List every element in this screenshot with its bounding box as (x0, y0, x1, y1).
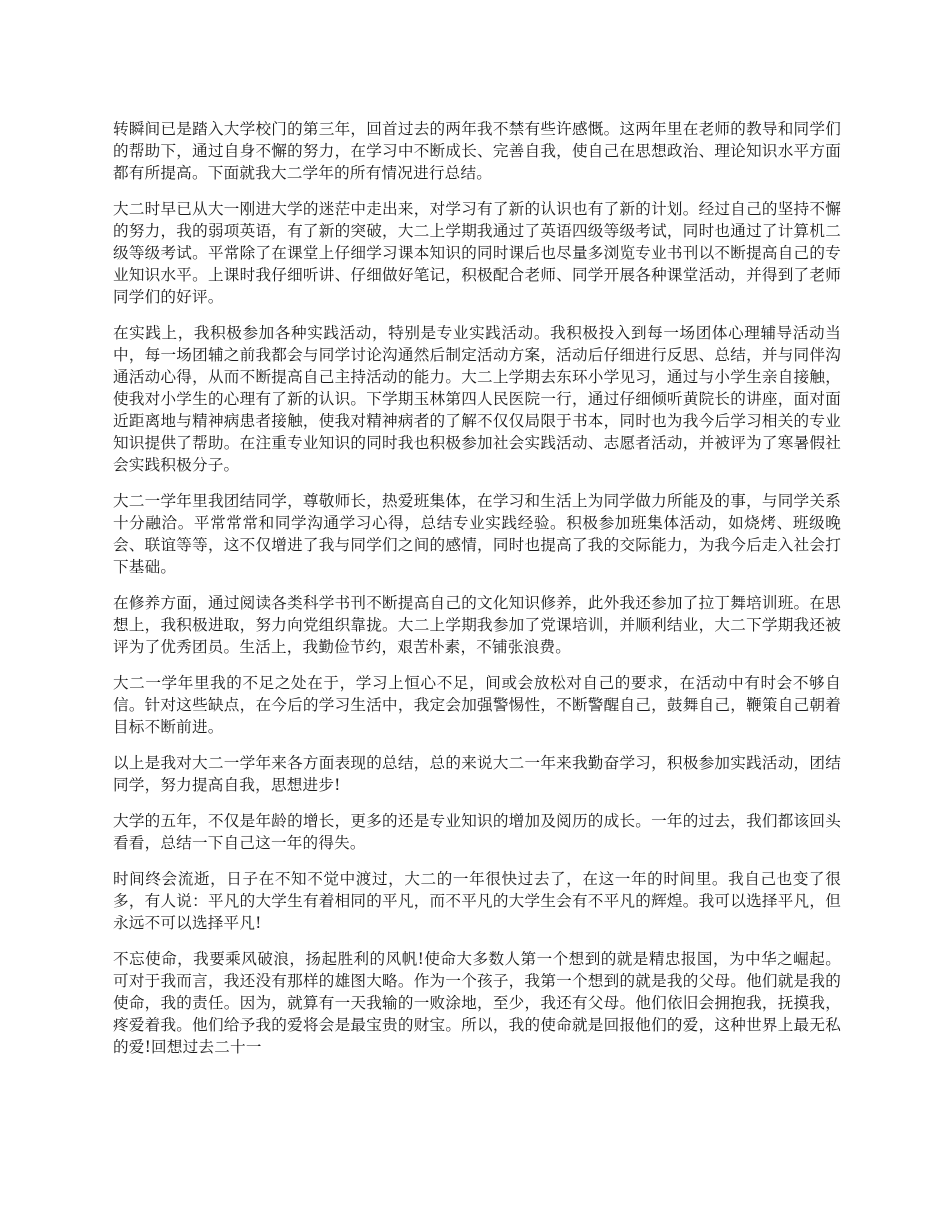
paragraph: 大学的五年，不仅是年龄的增长，更多的还是专业知识的增加及阅历的成长。一年的过去，我们都该回头看看，总结一下自己这一年的得失。 (113, 812, 841, 852)
paragraph: 大二一学年里我团结同学，尊敬师长，热爱班集体，在学习和生活上为同学做力所能及的事，与同学关系十分融洽。平常常常和同学沟通学习心得，总结专业实践经验。积极参加班集体活动，如烧烤、班级晚会、联谊等等，这不仅增进了我与同学们之间的感情，同时也提高了我的交际能力，为我今后走入社会打下基础。 (113, 492, 841, 576)
paragraph: 转瞬间已是踏入大学校门的第三年，回首过去的两年我不禁有些许感慨。这两年里在老师的教导和同学们的帮助下，通过自身不懈的努力，在学习中不断成长、完善自我，使自己在思想政治、理论知识水平方面都有所提高。下面就我大二学年的所有情况进行总结。 (113, 120, 841, 182)
paragraph: 大二时早已从大一刚进大学的迷茫中走出来，对学习有了新的认识也有了新的计划。经过自己的坚持不懈的努力，我的弱项英语，有了新的突破，大二上学期我通过了英语四级等级考试，同时也通过了计算机二级等级考试。平常除了在课堂上仔细学习课本知识的同时课后也尽量多浏览专业书刊以不断提高自己的专业知识水平。上课时我仔细听讲、仔细做好笔记，积极配合老师、同学开展各种课堂活动，并得到了老师同学们的好评。 (113, 200, 841, 306)
paragraph: 以上是我对大二一学年来各方面表现的总结，总的来说大二一年来我勤奋学习，积极参加实践活动，团结同学，努力提高自我，思想进步! (113, 754, 841, 794)
paragraph: 时间终会流逝，日子在不知不觉中渡过，大二的一年很快过去了，在这一年的时间里。我自己也变了很多，有人说：平凡的大学生有着相同的平凡，而不平凡的大学生会有不平凡的辉煌。我可以选择平凡，但永远不可以选择平凡! (113, 870, 841, 932)
paragraph: 在实践上，我积极参加各种实践活动，特别是专业实践活动。我积极投入到每一场团体心理辅导活动当中，每一场团辅之前我都会与同学讨论沟通然后制定活动方案，活动后仔细进行反思、总结，并与同伴沟通活动心得，从而不断提高自己主持活动的能力。大二上学期去东环小学见习，通过与小学生亲自接触，使我对小学生的心理有了新的认识。下学期玉林第四人民医院一行，通过仔细倾听黄院长的讲座，面对面近距离地与精神病患者接触，使我对精神病者的了解不仅仅局限于书本，同时也为我今后学习相关的专业知识提供了帮助。在注重专业知识的同时我也积极参加社会实践活动、志愿者活动，并被评为了寒暑假社会实践积极分子。 (113, 324, 841, 474)
paragraph: 在修养方面，通过阅读各类科学书刊不断提高自己的文化知识修养，此外我还参加了拉丁舞培训班。在思想上，我积极进取，努力向党组织靠拢。大二上学期我参加了党课培训，并顺利结业，大二下学期我还被评为了优秀团员。生活上，我勤俭节约，艰苦朴素，不铺张浪费。 (113, 594, 841, 656)
paragraph: 大二一学年里我的不足之处在于，学习上恒心不足，间或会放松对自己的要求，在活动中有时会不够自信。针对这些缺点，在今后的学习生活中，我定会加强警惕性，不断警醒自己，鼓舞自己，鞭策自己朝着目标不断前进。 (113, 674, 841, 736)
paragraph: 不忘使命，我要乘风破浪，扬起胜利的风帆!使命大多数人第一个想到的就是精忠报国，为中华之崛起。可对于我而言，我还没有那样的雄图大略。作为一个孩子，我第一个想到的就是我的父母。他们就是我的使命，我的责任。因为，就算有一天我输的一败涂地，至少，我还有父母。他们依旧会拥抱我，抚摸我，疼爱着我。他们给予我的爱将会是最宝贵的财宝。所以，我的使命就是回报他们的爱，这种世界上最无私的爱!回想过去二十一 (113, 950, 841, 1056)
document-body (113, 118, 841, 1072)
